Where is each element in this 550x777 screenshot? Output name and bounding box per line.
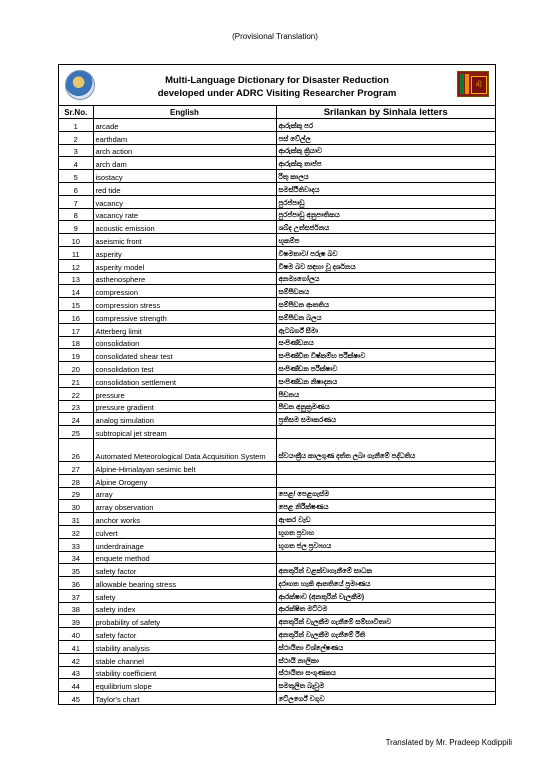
table-row	[59, 538, 495, 551]
english-term: earthdam	[93, 131, 276, 144]
row-number: 41	[59, 641, 93, 654]
sinhala-term: ආරුක්කු ක්‍රියාව	[276, 144, 495, 157]
sinhala-term: අනම්‍යගෝලය	[276, 272, 495, 285]
english-term: asthenosphere	[93, 272, 276, 285]
table-row	[59, 131, 495, 144]
row-number: 37	[59, 589, 93, 602]
row-number: 5	[59, 170, 93, 183]
table-row	[59, 400, 495, 413]
sinhala-term: භූගත ජල ප්‍රවාහය	[276, 538, 495, 551]
english-term: arch action	[93, 144, 276, 157]
row-number: 11	[59, 246, 93, 259]
row-number: 26	[59, 438, 93, 461]
english-term: arch dam	[93, 157, 276, 170]
table-header-row	[59, 106, 495, 119]
table-row	[59, 513, 495, 526]
row-number: 34	[59, 551, 93, 564]
sinhala-term: දරාගත හැකි ආතතියේ ප්‍රමාණය	[276, 577, 495, 590]
table-row	[59, 564, 495, 577]
english-term: underdrainage	[93, 538, 276, 551]
row-number: 33	[59, 538, 93, 551]
english-term: red tide	[93, 182, 276, 195]
sri-lanka-flag-icon: ♌	[457, 71, 489, 97]
table-row	[59, 195, 495, 208]
english-term: asperity model	[93, 259, 276, 272]
sinhala-term: ආරුක්කු පර	[276, 119, 495, 132]
table-row	[59, 500, 495, 513]
sinhala-term: පෙළ/ පෙළගැස්ම	[276, 487, 495, 500]
row-number: 30	[59, 500, 93, 513]
sinhala-term: භූගත ප්‍රවාහ	[276, 525, 495, 538]
title-line-1: Multi-Language Dictionary for Disaster Reduction	[165, 75, 389, 86]
row-number: 18	[59, 336, 93, 349]
table-row	[59, 336, 495, 349]
translator-credit: Translated by Mr. Pradeep Kodippili	[385, 738, 512, 747]
row-number: 14	[59, 285, 93, 298]
english-term: pressure	[93, 387, 276, 400]
provisional-translation-note: (Provisional Translation)	[232, 32, 318, 41]
sinhala-term: පීඩන අනුක්‍රමණය	[276, 400, 495, 413]
sinhala-term: ටේලර්ගේ වගුව	[278, 696, 325, 704]
table-row	[59, 438, 495, 461]
sinhala-term: ඇටබර්ග් සීමා	[276, 323, 495, 336]
english-term: consolidation test	[93, 362, 276, 375]
row-number: 29	[59, 487, 93, 500]
english-term: Alpine Orogeny	[93, 474, 276, 487]
table-body	[59, 119, 495, 705]
sinhala-term: සංපිණ්ඩිත විෂ්කම්භ පරීක්ෂාව	[276, 349, 495, 362]
row-number: 19	[59, 349, 93, 362]
table-row	[59, 298, 495, 311]
english-term: subtropical jet stream	[93, 426, 276, 439]
english-term: consolidation	[93, 336, 276, 349]
table-row	[59, 692, 495, 704]
sinhala-term: ආරක්ෂාව (අනතුරින් වැලකීම)	[276, 589, 495, 602]
english-term: isostacy	[93, 170, 276, 183]
english-term: asperity	[93, 246, 276, 259]
english-term: culvert	[93, 525, 276, 538]
sinhala-term: ස්ථායී නාලිකා	[276, 653, 495, 666]
dictionary-table	[59, 106, 495, 704]
english-term: acoustic emission	[93, 221, 276, 234]
row-number: 20	[59, 362, 93, 375]
table-row	[59, 310, 495, 323]
row-number: 7	[59, 195, 93, 208]
row-number: 43	[59, 666, 93, 679]
row-number: 44	[59, 679, 93, 692]
english-term: anchor works	[93, 513, 276, 526]
sinhala-term: ඇංකර වැඩ	[276, 513, 495, 526]
english-term: Atterberg limit	[93, 323, 276, 336]
row-number: 32	[59, 525, 93, 538]
table-row	[59, 272, 495, 285]
column-header-sinhala: Srilankan by Sinhala letters	[276, 106, 495, 119]
row-number: 28	[59, 474, 93, 487]
sinhala-term: ස්ථායිතා විශ්ලේෂණය	[276, 641, 495, 654]
sinhala-term: ආරුක්කු තාප්ප	[276, 157, 495, 170]
table-row	[59, 615, 495, 628]
table-row	[59, 285, 495, 298]
sinhala-term: භූකම්ප	[276, 234, 495, 247]
row-number: 38	[59, 602, 93, 615]
sinhala-term	[276, 461, 495, 474]
row-number: 35	[59, 564, 93, 577]
table-row	[59, 234, 495, 247]
row-number: 8	[59, 208, 93, 221]
sinhala-term: විෂම බව සඳහා වූ දර්ශනය	[276, 259, 495, 272]
table-row	[59, 170, 495, 183]
english-term: stable channel	[93, 653, 276, 666]
sinhala-term: ස්වයංක්‍රීය කාලගුණ දත්ත ලබා ගැනීමේ පද්ධතිය	[276, 438, 495, 461]
table-row	[59, 362, 495, 375]
table-row	[59, 487, 495, 500]
english-term: pressure gradient	[93, 400, 276, 413]
sinhala-term: පුරප්පාඩු	[276, 195, 495, 208]
adrc-logo-icon	[65, 70, 95, 100]
sinhala-term: අනතුරින් වැලකීම ගැනීමේ රීති	[276, 628, 495, 641]
english-term: array observation	[93, 500, 276, 513]
table-row	[59, 641, 495, 654]
sinhala-term: සංපිණ්ඩනය	[276, 336, 495, 349]
english-term: stability analysis	[93, 641, 276, 654]
sinhala-term	[276, 551, 495, 564]
table-row	[59, 182, 495, 195]
english-term: analog simulation	[93, 413, 276, 426]
row-number: 42	[59, 653, 93, 666]
sinhala-term: ස්ථායිතා සංගුණකය	[276, 666, 495, 679]
sinhala-term: අනතුරින් වැලකීම ගැනීමේ සම්භාවිතාව	[276, 615, 495, 628]
table-row	[59, 259, 495, 272]
sinhala-term: අනතුරින් වළක්වාගැනීමේ සාධක	[276, 564, 495, 577]
row-number: 17	[59, 323, 93, 336]
sinhala-term: සංපිණ්ඩන නිෂාදනය	[276, 374, 495, 387]
table-row	[59, 666, 495, 679]
english-term: equilibrium slope	[93, 679, 276, 692]
table-row	[59, 474, 495, 487]
row-number: 2	[59, 131, 93, 144]
sinhala-term: ශබ්ද උත්සර්ජනය	[276, 221, 495, 234]
sinhala-term: විෂමතාව/ පරුෂ බව	[276, 246, 495, 259]
column-header-english: English	[93, 106, 276, 119]
sheet-title	[119, 74, 435, 100]
sheet-header	[59, 65, 495, 106]
row-number: 22	[59, 387, 93, 400]
table-row	[59, 602, 495, 615]
title-line-2: developed under ADRC Visiting Researcher Program	[157, 88, 397, 99]
row-number: 31	[59, 513, 93, 526]
table-row	[59, 246, 495, 259]
sinhala-term: සම්පීඩන ආතතිය	[276, 298, 495, 311]
english-term: arcade	[93, 119, 276, 132]
sinhala-term: පෙළ නිරීක්ෂණය	[276, 500, 495, 513]
table-row	[59, 144, 495, 157]
row-number: 15	[59, 298, 93, 311]
row-number: 3	[59, 144, 93, 157]
table-row	[59, 413, 495, 426]
row-number: 10	[59, 234, 93, 247]
row-number: 25	[59, 426, 93, 439]
row-number: 23	[59, 400, 93, 413]
sinhala-term: ආරක්ෂිත මට්ටම	[276, 602, 495, 615]
english-term: stability coefficient	[93, 666, 276, 679]
sinhala-term: සමස්ථිතිවාදය	[276, 182, 495, 195]
english-term: allowable bearing stress	[93, 577, 276, 590]
table-row	[59, 349, 495, 362]
row-number: 21	[59, 374, 93, 387]
row-number: 16	[59, 310, 93, 323]
row-number: 4	[59, 157, 93, 170]
sinhala-term: පීඩනය	[276, 387, 495, 400]
english-term: safety	[93, 589, 276, 602]
table-row	[59, 157, 495, 170]
english-term: compression	[93, 285, 276, 298]
row-number: 6	[59, 182, 93, 195]
sinhala-term: ප්‍රතිසම සමාකරණය	[276, 413, 495, 426]
table-row	[59, 221, 495, 234]
english-term: consolidated shear test	[93, 349, 276, 362]
row-number: 40	[59, 628, 93, 641]
row-number: 45	[59, 692, 93, 704]
row-number: 36	[59, 577, 93, 590]
table-row	[59, 374, 495, 387]
sinhala-term: සමතුලිත බෑවුම	[276, 679, 495, 692]
row-number: 13	[59, 272, 93, 285]
english-term: safety index	[93, 602, 276, 615]
row-number: 12	[59, 259, 93, 272]
english-term: Alpine-Himalayan sesimic belt	[93, 461, 276, 474]
table-row	[59, 653, 495, 666]
english-term: consolidation settlement	[93, 374, 276, 387]
english-term: safety factor	[93, 564, 276, 577]
sinhala-term: සංපිණ්ඩන පරීක්ෂාව	[276, 362, 495, 375]
english-term: safety factor	[93, 628, 276, 641]
sinhala-term: රිතු කාලය	[276, 170, 495, 183]
english-term: enquete method	[93, 551, 276, 564]
english-term: array	[93, 487, 276, 500]
table-row	[59, 551, 495, 564]
table-row	[59, 387, 495, 400]
sinhala-term: පස් වේල්ල	[276, 131, 495, 144]
table-row	[59, 628, 495, 641]
english-term: Automated Meteorological Data Acquisition System	[93, 438, 276, 461]
english-term: compressive strength	[93, 310, 276, 323]
row-number: 1	[59, 119, 93, 132]
table-row	[59, 577, 495, 590]
row-number: 24	[59, 413, 93, 426]
row-number: 9	[59, 221, 93, 234]
table-row	[59, 679, 495, 692]
english-term: probability of safety	[93, 615, 276, 628]
english-term: compression stress	[93, 298, 276, 311]
english-term: vacancy	[93, 195, 276, 208]
english-term: aseismic front	[93, 234, 276, 247]
sinhala-term	[276, 474, 495, 487]
table-row	[59, 323, 495, 336]
table-row	[59, 461, 495, 474]
sinhala-term: පුරප්පාඩු අනුපාතිකය	[276, 208, 495, 221]
table-row	[59, 208, 495, 221]
english-term: Taylor's chart	[93, 692, 276, 704]
column-header-number: Sr.No.	[59, 106, 93, 119]
sinhala-term: සම්පීඩන බලය	[276, 310, 495, 323]
sinhala-term: සම්පීඩනය	[276, 285, 495, 298]
english-term: vacancy rate	[93, 208, 276, 221]
table-row	[59, 119, 495, 132]
table-row	[59, 525, 495, 538]
dictionary-sheet	[58, 64, 496, 705]
row-number: 27	[59, 461, 93, 474]
row-number: 39	[59, 615, 93, 628]
table-row	[59, 426, 495, 439]
sinhala-term	[276, 426, 495, 439]
table-row	[59, 589, 495, 602]
